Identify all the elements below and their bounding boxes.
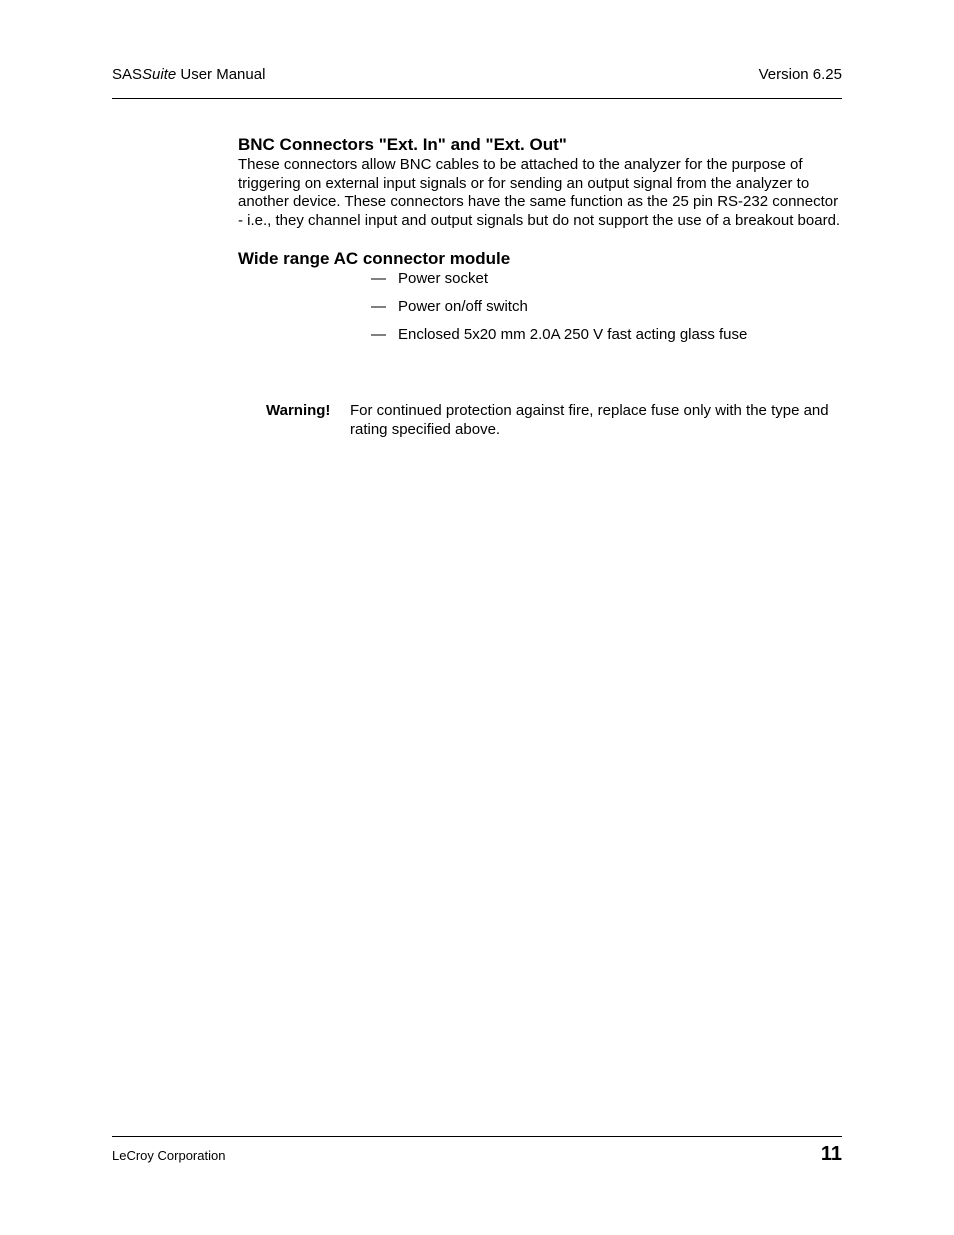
list-item-text: Power on/off switch	[398, 297, 528, 315]
section-heading-bnc: BNC Connectors "Ext. In" and "Ext. Out"	[238, 135, 567, 154]
footer-company: LeCroy Corporation	[112, 1148, 226, 1163]
page-header	[112, 66, 842, 86]
list-item-text: Power socket	[398, 269, 489, 287]
warning-text: For continued protection against fire, replace fuse only with the type and rating specified above.	[350, 402, 829, 438]
page-number: 11	[820, 1143, 842, 1165]
title-suffix: User Manual	[176, 66, 266, 83]
warning-label: Warning!	[266, 402, 331, 419]
section-ac-module	[238, 248, 842, 344]
header-rule	[112, 98, 842, 99]
page-content	[238, 134, 842, 354]
dash-glyph: —	[371, 325, 386, 343]
version-label: Version 6.25	[758, 66, 842, 83]
list-item	[371, 326, 842, 344]
section-heading-ac: Wide range AC connector module	[238, 248, 511, 268]
dash-glyph: —	[371, 269, 386, 287]
dash-glyph: —	[371, 297, 386, 315]
ac-module-list	[371, 270, 842, 344]
section-body-bnc: These connectors allow BNC cables to be attached to the analyzer for the purpose of triggering on external input signals or for sending an output signal from the analyzer to another device. These connectors have the same function as the 25 pin RS-232 connector - i.e., they channel input and output signals but do not support the use of a breakout board.	[238, 156, 841, 230]
title-prefix: SAS	[112, 66, 143, 83]
list-item	[371, 270, 842, 288]
title-italic: Suite	[142, 66, 177, 83]
footer-rule	[112, 1136, 842, 1137]
list-item-text: Enclosed 5x20 mm 2.0A 250 V fast acting glass fuse	[398, 325, 748, 343]
list-item	[371, 298, 842, 316]
manual-title	[112, 66, 265, 83]
